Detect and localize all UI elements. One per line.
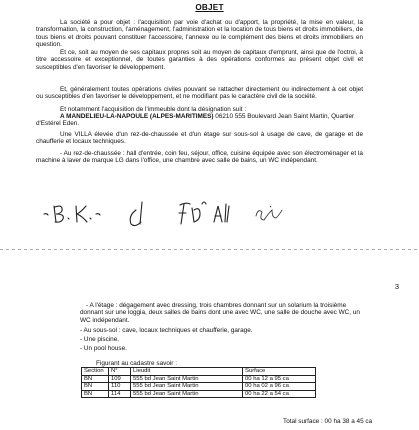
pool-item: - Une piscine. (80, 336, 120, 343)
section-title: OBJET (195, 3, 224, 12)
basement-description: - Au sous-sol : cave, locaux techniques et chaufferie, garage. (80, 327, 253, 334)
header-section: Section (82, 368, 109, 376)
paragraph-notamment: Et notamment l'acquisition de l'immeuble dont la désignation suit : (60, 106, 247, 113)
header-number: N° (109, 368, 131, 376)
cell-lieudit: 555 bd Jean Saint Martin (131, 375, 243, 383)
property-description: Une VILLA élevée d'un rez-de-chaussée et d'un étage sur sous-sol à usage de cave, de garage et de chaufferie et locaux techniques. (36, 131, 363, 146)
property-address-street: 06210 555 Boulevard Jean Saint Martin, Quartier d'Estérel Eden. (36, 113, 355, 128)
cell-section: BN (82, 390, 109, 398)
total-surface: Total surface : 00 ha 38 a 45 ca (283, 418, 373, 425)
cadastre-header-row (82, 368, 316, 376)
cell-section: BN (82, 383, 109, 391)
cell-surface: 00 ha 12 a 95 ca (243, 375, 316, 383)
property-address (36, 113, 363, 128)
property-address-city: A MANDELIEU-LA-NAPOULE (ALPES-MARITIMES) (60, 113, 214, 120)
paragraph-objet: La société a pour objet : l'acquisition par voie d'achat ou d'apport, la propriété, la mise en valeur, la transformation, la construction, l'aménagement, l'administration et la location de tous biens et droits immobiliers, de tous biens et droits pouvant constituer l'accessoire, l'annexe ou le complément des biens et droits immobiliers en question. (36, 19, 363, 48)
cell-number: 109 (109, 375, 131, 383)
handwritten-initials (34, 196, 394, 236)
document-page-lower (0, 252, 419, 430)
paragraph-financing: Et ce, soit au moyen de ses capitaux propres soit au moyen de capitaux d'emprunt, ainsi que de l'octroi, à titre accessoire et exceptionnel, de toutes garanties à des opérations conformes au présent objet civil et susceptibles d'en favoriser le développement. (36, 49, 363, 71)
header-lieudit: Lieudit (131, 368, 243, 376)
ground-floor-description: - Au rez-de-chaussée : hall d'entrée, coin feu, séjour, office, cuisine équipée avec son électroménager et la machine à laver de marque LG dans l'office, une chambre avec salle de bains, un WC indépendant. (36, 150, 363, 165)
page-number: 3 (394, 282, 399, 291)
cell-lieudit: 555 bd Jean Saint Martin (131, 383, 243, 391)
cell-surface: 00 ha 22 a 54 ca (243, 390, 316, 398)
cell-lieudit: 555 bd Jean Saint Martin (131, 390, 243, 398)
signature-marks (34, 196, 394, 236)
cell-number: 114 (109, 390, 131, 398)
table-row (82, 390, 316, 398)
cell-number: 110 (109, 383, 131, 391)
paragraph-general-operations: Et, généralement toutes opérations civiles pouvant se rattacher directement ou indirectement à cet objet ou susceptibles d'en favoriser le développement, et ne modifiant pas le caractère civil de la société. (36, 86, 363, 101)
header-surface: Surface (243, 368, 316, 376)
cadastre-label: Figurant au cadastre savoir : (96, 360, 177, 367)
cadastre-table (81, 367, 316, 398)
table-row (82, 383, 316, 391)
cell-surface: 00 ha 02 a 96 ca (243, 383, 316, 391)
table-row (82, 375, 316, 383)
pool-house-item: - Un pool house. (80, 345, 127, 352)
floor-description-first: - A l'étage : dégagement avec dressing, trois chambres donnant sur un solarium la troisième donnant sur une loggia, deux salles de bains dont une avec WC, une salle de douche avec WC, un WC indépendant. (80, 302, 360, 324)
cell-section: BN (82, 375, 109, 383)
